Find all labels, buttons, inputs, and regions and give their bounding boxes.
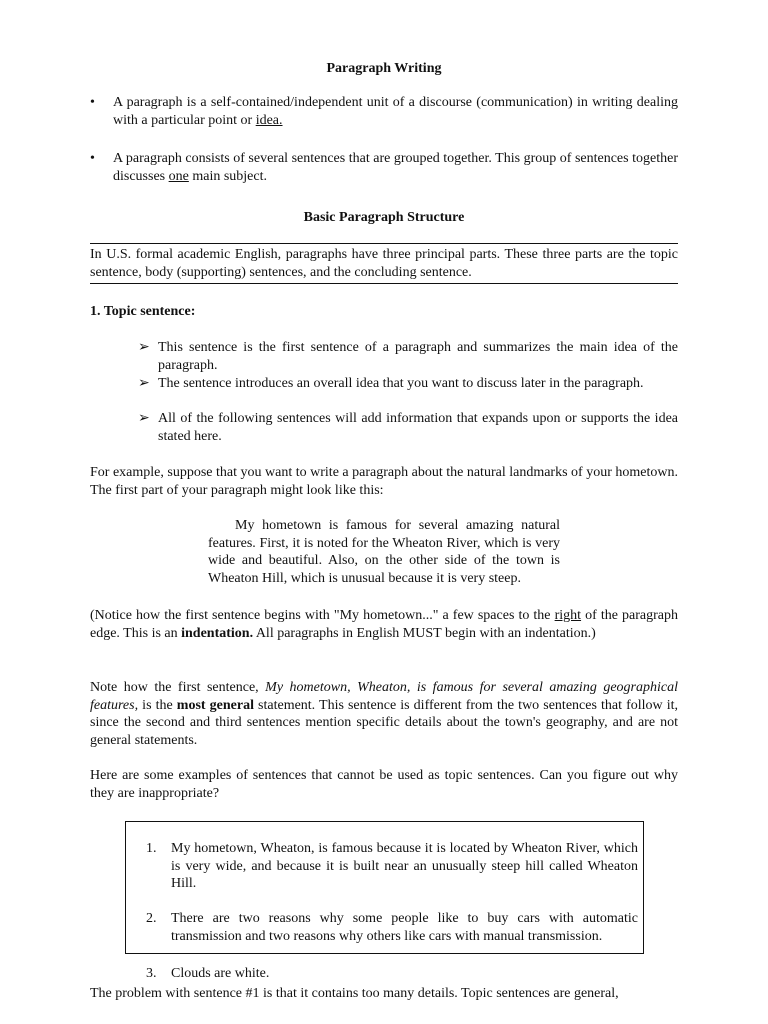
- document-title: Paragraph Writing: [326, 61, 442, 76]
- bullet-dot-icon: •: [90, 95, 95, 110]
- bad-examples-box: 1. My hometown, Wheaton, is famous because it is located by Wheaton River, which is very wide, and because it is built near an unusually steep hill called Wheaton Hill. 2. There are two reasons why some people like to buy cars with automatic transmission and two reasons why others like cars with manual transmission. 3. Clouds are white.: [125, 821, 644, 954]
- indentation-note: (Notice how the first sentence begins with "My hometown..." a few spaces to the right of the paragraph edge. This is an indentation. All paragraphs in English MUST begin with an indentation.): [90, 608, 679, 641]
- divider-top: [90, 243, 678, 244]
- arrow-bullet-icon: ➢: [138, 340, 150, 355]
- topic-sentence-heading: 1. Topic sentence:: [90, 304, 196, 319]
- arrow-bullet-icon: ➢: [138, 376, 150, 391]
- example-intro: For example, suppose that you want to write a paragraph about the natural landmarks of your hometown. The first part of your paragraph might look like this:: [90, 465, 678, 498]
- bullet-dot-icon: •: [90, 151, 95, 166]
- bullet-text: A paragraph consists of several sentences that are grouped together. This group of sentences together discusses one main subject.: [113, 151, 678, 184]
- intro-box-text: In U.S. formal academic English, paragraphs have three principal parts. These three parts are the topic sentence, body (supporting) sentences, and the concluding sentence.: [90, 247, 678, 280]
- closing-text: The problem with sentence #1 is that it contains too many details. Topic sentences are general,: [90, 986, 619, 1001]
- bullet-text: A paragraph is a self-contained/independent unit of a discourse (communication) in writing dealing with a particular point or idea.: [113, 95, 678, 128]
- example-paragraph: My hometown is famous for several amazing natural features. First, it is noted for the Wheaton River, which is very wide and beautiful. Also, on the other side of the town is Wheaton Hill, which is unusual because it is very steep.: [208, 518, 560, 586]
- divider-bottom: [90, 283, 678, 284]
- arrow-bullet-icon: ➢: [138, 411, 150, 426]
- general-statement-note: Note how the first sentence, My hometown, Wheaton, is famous for several amazing geographical features, is the most general statement. This sentence is different from the two sentences that follow it, since the second and third sentences mention specific details about the town's geography, and are not general statements.: [90, 680, 678, 748]
- section-title: Basic Paragraph Structure: [303, 210, 465, 225]
- examples-intro: Here are some examples of sentences that cannot be used as topic sentences. Can you figure out why they are inappropriate?: [90, 768, 678, 801]
